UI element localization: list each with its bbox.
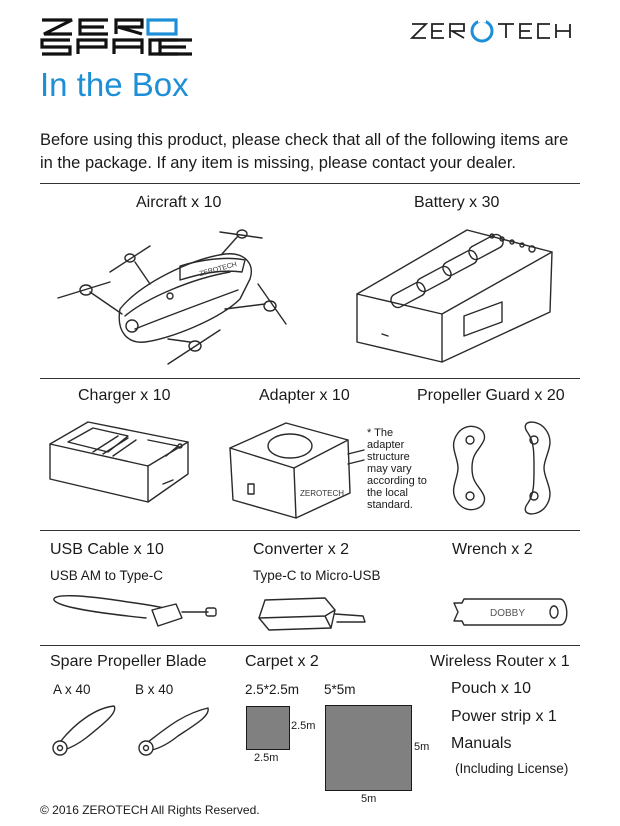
blade-a-label: A x 40: [53, 682, 91, 697]
adapter-image: [228, 418, 368, 518]
charger-label: Charger x 10: [78, 387, 171, 404]
carpet-small-side: 2.5m: [291, 720, 316, 732]
carpet-small-bottom: 2.5m: [254, 752, 279, 764]
page-title: In the Box: [40, 66, 189, 103]
usb-cable-label: USB Cable x 10: [50, 541, 164, 558]
wrench-text: DOBBY: [490, 608, 526, 619]
usb-cable-sub: USB AM to Type-C: [50, 568, 164, 583]
propeller-guard-image: [448, 418, 568, 518]
manuals-label: Manuals: [451, 735, 512, 752]
carpet-small: [246, 706, 290, 750]
blade-a-image: [46, 702, 121, 762]
converter-image: [255, 590, 375, 635]
spare-blade-label: Spare Propeller Blade: [50, 653, 207, 670]
wrench-label: Wrench x 2: [452, 541, 533, 558]
carpet-small-label: 2.5*2.5m: [245, 682, 300, 697]
usb-cable-image: [48, 588, 223, 633]
converter-label: Converter x 2: [253, 541, 350, 558]
manuals-sub-label: (Including License): [455, 761, 569, 776]
zerotech-logo: [410, 18, 580, 44]
router-label: Wireless Router x 1: [430, 653, 570, 670]
adapter-brand: ZEROTECH: [300, 489, 344, 498]
carpet-large-bottom: 5m: [361, 793, 377, 805]
propeller-guard-label: Propeller Guard x 20: [417, 387, 565, 404]
battery-image: [352, 222, 557, 368]
adapter-label: Adapter x 10: [259, 387, 350, 404]
divider-3: [40, 530, 580, 531]
adapter-note: * The adapter structure may vary according to the local standard.: [367, 427, 427, 511]
carpet-label: Carpet x 2: [245, 653, 319, 670]
intro-text: Before using this product, please check that all of the following items are in the package. If any item is missing, please contact your dealer.: [40, 131, 569, 172]
zerospace-logo: [38, 16, 198, 58]
divider-4: [40, 645, 580, 646]
power-strip-label: Power strip x 1: [451, 708, 557, 725]
footer-copyright: © 2016 ZEROTECH All Rights Reserved.: [40, 803, 260, 817]
aircraft-brand: ZEROTECH: [198, 261, 238, 278]
wrench-image: [452, 595, 572, 630]
carpet-large-side: 5m: [414, 741, 430, 753]
carpet-large: [325, 705, 412, 791]
pouch-label: Pouch x 10: [451, 680, 532, 697]
divider-1: [40, 183, 580, 184]
converter-sub: Type-C to Micro-USB: [253, 568, 381, 583]
battery-label: Battery x 30: [414, 194, 500, 211]
divider-2: [40, 378, 580, 379]
blade-b-image: [128, 702, 213, 762]
charger-image: [48, 414, 198, 504]
aircraft-image: [50, 224, 300, 374]
carpet-large-label: 5*5m: [324, 682, 356, 697]
blade-b-label: B x 40: [135, 682, 174, 697]
aircraft-label: Aircraft x 10: [136, 194, 222, 211]
